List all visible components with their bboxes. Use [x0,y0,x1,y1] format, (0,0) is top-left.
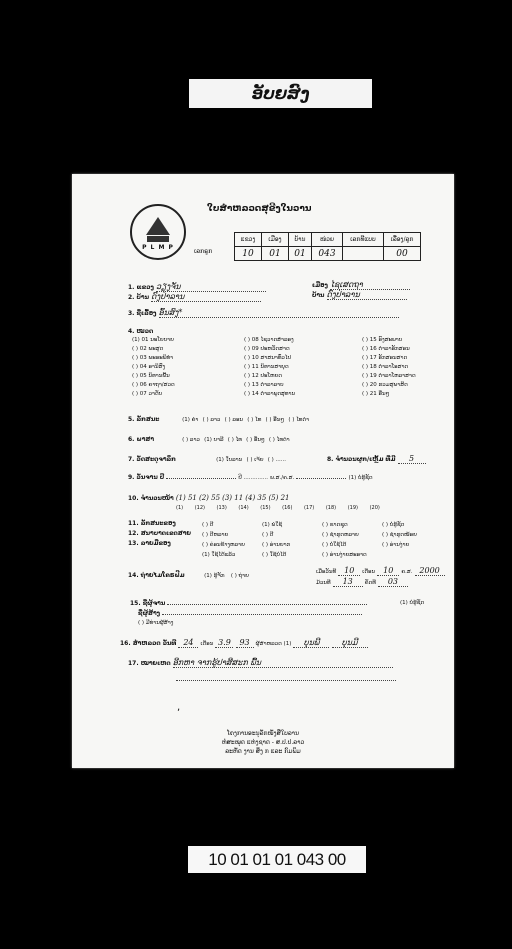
field-label: 3. ຊື່ເລື້ອງ [128,310,157,317]
option: ( ) ລາວ [202,417,221,423]
sub-index: (19) [347,505,358,511]
sub-index: (18) [325,505,337,511]
header-label: ອັບຍສົງ [189,79,372,108]
option: ( ) ດີຫລາຍ [202,532,229,538]
page-subindex [176,505,380,511]
field-label: 17. ໝາຍເຫດ [128,660,171,667]
option: ( ) ໄທດຳ [268,437,290,443]
field-bundles [327,454,426,464]
survey-form [72,174,454,768]
field-value: 13 [333,577,363,587]
option: (1) ບໍ່ຮູ້ຊັດ [348,475,373,481]
field-survey-date [120,638,368,648]
field-value: 10 [338,566,360,576]
option: (1) ຄຳ [182,417,199,423]
field-label: 1. ແຂວງ [128,284,154,291]
field-label: ເດືອນ [362,569,376,575]
option: (1) ຮູ້ຈັກ [204,573,225,579]
code-col-header: ເລກທີແບບ [343,233,384,247]
category-item: ( ) 18 ຕຳລາໂອສາດ [362,364,409,370]
sub-index: (16) [282,505,293,511]
code-header-row [235,233,421,247]
logo-letters: P L M P [142,244,174,251]
code-cell: 00 [384,247,421,261]
page-count: (2) 55 [198,494,221,502]
field-creator [138,610,362,617]
option: ( ) ໄທດຳ [288,417,310,423]
category-item: ( ) 04 ອານິສົງ [132,364,166,370]
option: (1) ພໍໃຊ້ [262,522,283,528]
option: ( ) ດີ [202,522,214,528]
option: (1) ໃຊ້ໄດ້ແລ້ວ [202,552,236,558]
form-footer [72,729,454,756]
surveyor-name: ບຸນມີ [332,638,368,648]
condition-options [202,520,442,560]
code-cell: 01 [262,247,289,261]
field-date-written [128,474,373,481]
field-language [128,436,290,443]
option: ( ) ...... [267,457,286,463]
code-cell: 10 [235,247,262,261]
pagoda-base [147,236,169,242]
field-value: 24 [178,638,198,648]
option: ( ) ຄ່ອນຂ້າງຫລາຍ [202,542,245,548]
option: (1) ໃບລານ [216,457,243,463]
category-item: ( ) 12 ປະໂຫຍດ [244,373,282,379]
field-village-right [312,290,407,300]
field-province [128,282,266,292]
option: ( ) ອື່ນໆ [265,417,285,423]
option: ( ) ຖ່າຍ [230,573,249,579]
field-label: 15. ຊື່ຜູ້ຈານ [130,600,166,607]
code-col-header: ແຂວງ [235,233,262,247]
field-label: ຜູ້ສຳຫລວດ (1) [255,641,292,647]
field-label: ມ້ວນທີ [316,580,331,586]
option: ( ) ຊຳຮຸດຫລາຍ [322,532,359,538]
page-count: (3) 11 [222,494,244,502]
sub-index: (14) [238,505,249,511]
code-cell: 01 [289,247,312,261]
pagoda-icon [146,217,170,235]
stray-mark: , [177,702,181,713]
field-label: ຄັດທີ [364,580,376,586]
category-item: ( ) 19 ຕຳລາໂຫລາສາດ [362,373,416,379]
field-mid: ປີ .............. [238,475,269,481]
field-value: ອົ້ນສົງ* [159,308,399,318]
code-col-header: ເມືອງ [262,233,289,247]
code-col-header: ບ້ານ [289,233,312,247]
code-label: ເລກຣູກ [194,248,213,255]
form-title: ໃບສຳຫລວດສຸຂີງໃນວານ [207,204,312,214]
option: ( ) ບໍ່ຮູ້ຊັດ [382,522,405,528]
field-notes [128,658,393,668]
field-label: ເດືອນ [200,641,214,647]
option: ( ) ບໍ່ໃຊ້ໄດ້ [322,542,347,548]
option: ( ) ໄທ [227,437,242,443]
category-item: ( ) 11 ນິທານສາຍຸດ [244,364,289,370]
category-item: ( ) 15 ອົງສະພາບ [362,337,403,343]
page-count: (5) 21 [268,494,290,502]
field-value: 3.9 [215,638,233,648]
option: ( ) ໃຊ້ບໍ່ໄດ້ [262,552,287,558]
field-value: ວຽງຈັນ [156,282,266,292]
sub-index: (20) [369,505,380,511]
microfilm-reel [316,577,408,587]
option: ( ) ອື່ນໆ [246,437,265,443]
category-item: (1) 01 ນະໂຍບາຍ [132,337,174,343]
surveyor-name: ບຸນພີ [293,638,329,648]
code-cell: 043 [312,247,343,261]
field-label: ຄ.ສ. [401,569,413,575]
field-label: 6. ພາສາ [128,436,155,443]
option: ( ) ອ່ານງ່າຍ [382,542,410,548]
footer-line: ໂຄງການອະນຸລັກໜັງສືໃບລານ [227,730,299,737]
field-blank [167,604,367,605]
option: (1) ບາລີ [204,437,224,443]
sub-index: (12) [194,505,205,511]
field-label: ບ້ານ [312,292,325,299]
code-col-header: ໜ່ວຍ [312,233,343,247]
field-district [312,280,410,290]
field-value: ອີກຫາ ຈາກຮູ້ປາສີສະກ ພື້ນ [173,658,393,668]
field-material [128,456,286,463]
field-label: ເມື່ອວັນທີ [316,569,337,575]
field-author [130,600,367,607]
notes-extra-line [176,680,396,681]
category-item: ( ) 21 ອື່ນໆ [362,391,390,397]
footer-line: ຫໍສະໝຸດ ແຫ່ງຊາດ - ສ.ປ.ປ.ລາວ [221,739,305,746]
field-label: ຊື່ຜູ້ສ້າງ [138,610,161,617]
field-value: 2000 [415,566,445,576]
field-blank [296,478,346,479]
option: ( ) ໄທ [247,417,262,423]
category-item: ( ) 17 ອັກສອນສາດ [362,355,408,361]
option: ( ) ຊຳຮຸດໜ້ອຍ [382,532,417,538]
field-value: 5 [398,454,426,464]
category-grid [132,336,454,399]
field-blank [166,478,236,479]
field-creator-flag: ( ) ມີທ່ານຜູ້ສ້າງ [138,620,174,626]
field-script [128,416,309,423]
field-label: ເມືອງ [312,282,328,289]
sub-index: (13) [216,505,227,511]
author-unknown: (1) ບໍ່ຮູ້ຊັດ [400,600,425,606]
document-id-label: 10 01 01 01 043 00 [188,846,366,873]
field-value: 93 [236,638,254,648]
category-item: ( ) 08 ໄຊວາດສໍາລອງ [244,337,294,343]
field-village [128,292,261,302]
option: ( ) ລາວ [182,437,200,443]
option: ( ) ອ່ານຍາກ [262,542,291,548]
category-item: ( ) 06 ຄາຖາ/ສວດ [132,382,175,388]
code-col-header: ເລື່ອງ/ລູກ [384,233,421,247]
category-label: 4. ໝວດ [128,328,154,335]
field-title [128,308,399,318]
sub-index: (17) [303,505,315,511]
field-condition: 11. ລັກສນະຂອງ [128,520,176,527]
field-scribe: 12. ສນາບາດເຂດສາຍ [128,530,191,537]
option: ( ) ອ່ານງ່າຍສະອາດ [322,552,367,558]
category-item: ( ) 07 ວາດັບ [132,391,163,397]
code-table [234,232,421,261]
field-label: 8. ຈຳນວນຜູກ/ເຫຼັ້ມ ທີ່ມີ [327,456,396,463]
field-value: 03 [378,577,408,587]
field-pages [128,494,290,502]
category-item: ( ) 09 ປະຫວັດສາດ [244,346,290,352]
field-label: 2. ບ້ານ [128,294,149,301]
field-label: 10. ຈຳນວນໜ້າ [128,495,174,502]
sub-index: (15) [260,505,271,511]
field-label: 7. ວັດສະດຸຈາລຶກ [128,456,176,463]
category-item: ( ) 13 ຕຳລາລາບ [244,382,284,388]
category-item: ( ) 20 ຮວມສຸພາສິດ [362,382,408,388]
field-label: 16. ສຳຫລວດ ວັນທີ [120,640,177,647]
category-item: ( ) 05 ນິທານພື້ນ [132,373,170,379]
category-item: ( ) 03 ພະອະພິທໍາ [132,355,174,361]
microfilm-date [316,566,445,576]
option: ( ) ດີ [262,532,274,538]
field-handwriting: 13. ລາຍມືຂອງ [128,540,171,547]
sub-index: (1) [176,505,184,511]
field-value: ດົງປ່າລານ [327,290,407,300]
option: ( ) ເຈ້ຍ [246,457,264,463]
field-value: 10 [377,566,399,576]
option: ( ) ລອນ [224,417,244,423]
field-era: ພ.ສ./ຄ.ສ. [270,475,295,481]
field-microfilm [128,572,249,579]
category-item: ( ) 16 ຕຳລາອັກສອນ [362,346,410,352]
category-item: ( ) 02 ພະສູດ [132,346,164,352]
field-blank [162,614,362,615]
logo-seal [130,204,186,260]
footer-line: ລະຫັດ ງານ ສິ່ງ ກ ແລະ ກົມພິມ [225,748,301,755]
page-count: (1) 51 [175,494,197,502]
code-value-row [235,247,421,261]
code-cell [343,247,384,261]
page-count: (4) 35 [245,494,267,502]
field-label: 9. ວັນຈານ ປີ [128,474,165,481]
option: ( ) ຂາດຊຸດ [322,522,348,528]
field-value: ໄຊເສດຖາ [330,280,410,290]
field-label: 14. ຖ່າຍໄມໂຄຣຟີມ [128,572,185,579]
category-item: ( ) 14 ຕຳລາພຸດສຸທານ [244,391,296,397]
field-value: ດົງປ່າລານ [151,292,261,302]
field-label: 5. ລັກສນະ [128,416,160,423]
category-item: ( ) 10 ສາສນາທົ່ວໄປ [244,355,292,361]
